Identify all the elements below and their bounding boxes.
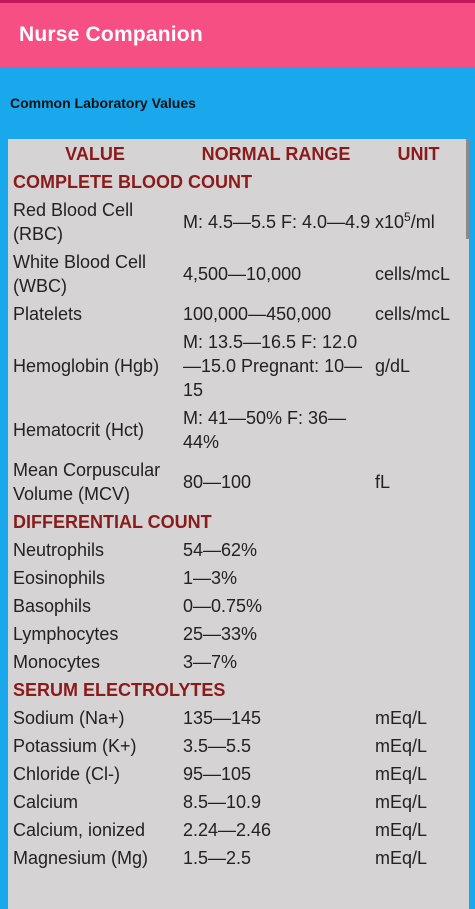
section-title: COMPLETE BLOOD COUNT [13,172,252,192]
table-row [10,732,465,760]
cell-normal-range: 1.5—2.5 [183,848,252,868]
cell-unit: mEq/L [375,764,428,784]
cell-value-name: Basophils [13,596,92,616]
cell-value-name: Mean Corpuscular Volume (MCV) [13,460,161,504]
cell-normal-range: 3.5—5.5 [183,736,252,756]
cell-value-name: Magnesium (Mg) [13,848,149,868]
cell-value-name: Red Blood Cell (RBC) [13,200,134,244]
cell-value-name: Calcium [13,792,79,812]
cell-value-name: Hemoglobin (Hgb) [13,356,160,376]
cell-unit: fL [375,472,391,492]
header-normal-range: NORMAL RANGE [201,144,351,164]
table-row [10,536,465,564]
cell-unit [372,196,465,248]
cell-normal-range: M: 41—50% F: 36—44% [183,408,347,452]
lab-values-table [10,141,465,872]
header-value: VALUE [65,144,125,164]
cell-value-name: Eosinophils [13,568,106,588]
cell-unit: mEq/L [375,820,428,840]
scrollbar[interactable] [466,139,469,239]
section-title: DIFFERENTIAL COUNT [13,512,212,532]
header-unit: UNIT [397,144,440,164]
lab-values-panel[interactable] [8,139,469,909]
cell-value-name: Chloride (Cl-) [13,764,121,784]
section-title: SERUM ELECTROLYTES [13,680,226,700]
cell-value-name: Platelets [13,304,83,324]
cell-unit: mEq/L [375,708,428,728]
cell-unit: mEq/L [375,736,428,756]
cell-value-name: White Blood Cell (WBC) [13,252,147,296]
cell-normal-range: 95—105 [183,764,252,784]
cell-unit [372,536,465,564]
header-row [10,141,465,168]
cell-unit [372,620,465,648]
cell-normal-range: 3—7% [183,652,238,672]
table-row [10,592,465,620]
unit-exponent: 5 [404,210,411,224]
section-row [10,168,465,196]
app-title: Nurse Companion [19,23,203,46]
unit-base: x10 [375,212,405,232]
cell-unit [372,648,465,676]
cell-unit: cells/mcL [375,304,451,324]
cell-unit: g/dL [375,356,411,376]
cell-unit: mEq/L [375,848,428,868]
table-row [10,456,465,508]
table-row [10,300,465,328]
table-row [10,648,465,676]
cell-normal-range: 80—100 [183,472,252,492]
cell-unit: cells/mcL [375,264,451,284]
cell-normal-range: 2.24—2.46 [183,820,272,840]
cell-normal-range: M: 13.5—16.5 F: 12.0—15.0 Pregnant: 10—15 [183,332,363,400]
cell-value-name: Lymphocytes [13,624,119,644]
section-row [10,508,465,536]
cell-value-name: Potassium (K+) [13,736,137,756]
cell-normal-range: 1—3% [183,568,238,588]
cell-unit: mEq/L [375,792,428,812]
cell-value-name: Sodium (Na+) [13,708,125,728]
table-row [10,248,465,300]
cell-normal-range: 4,500—10,000 [183,264,302,284]
table-body [10,168,465,872]
cell-value-name: Monocytes [13,652,101,672]
table-row [10,788,465,816]
cell-normal-range: 135—145 [183,708,262,728]
cell-value-name: Neutrophils [13,540,105,560]
table-row [10,620,465,648]
table-row [10,816,465,844]
table-row [10,760,465,788]
cell-unit [372,564,465,592]
section-row [10,676,465,704]
cell-normal-range: 8.5—10.9 [183,792,262,812]
table-row [10,328,465,404]
app-bar [0,3,475,67]
table-row [10,196,465,248]
cell-normal-range: M: 4.5—5.5 F: 4.0—4.9 [183,212,371,232]
table-row [10,564,465,592]
cell-normal-range: 100,000—450,000 [183,304,332,324]
cell-value-name: Hematocrit (Hct) [13,420,145,440]
cell-normal-range: 25—33% [183,624,258,644]
cell-normal-range: 0—0.75% [183,596,263,616]
cell-unit [372,404,465,456]
cell-value-name: Calcium, ionized [13,820,146,840]
table-row [10,704,465,732]
cell-unit [372,592,465,620]
unit-suffix: /ml [410,212,435,232]
cell-normal-range: 54—62% [183,540,258,560]
page-heading: Common Laboratory Values [10,95,196,111]
table-row [10,844,465,872]
table-row [10,404,465,456]
